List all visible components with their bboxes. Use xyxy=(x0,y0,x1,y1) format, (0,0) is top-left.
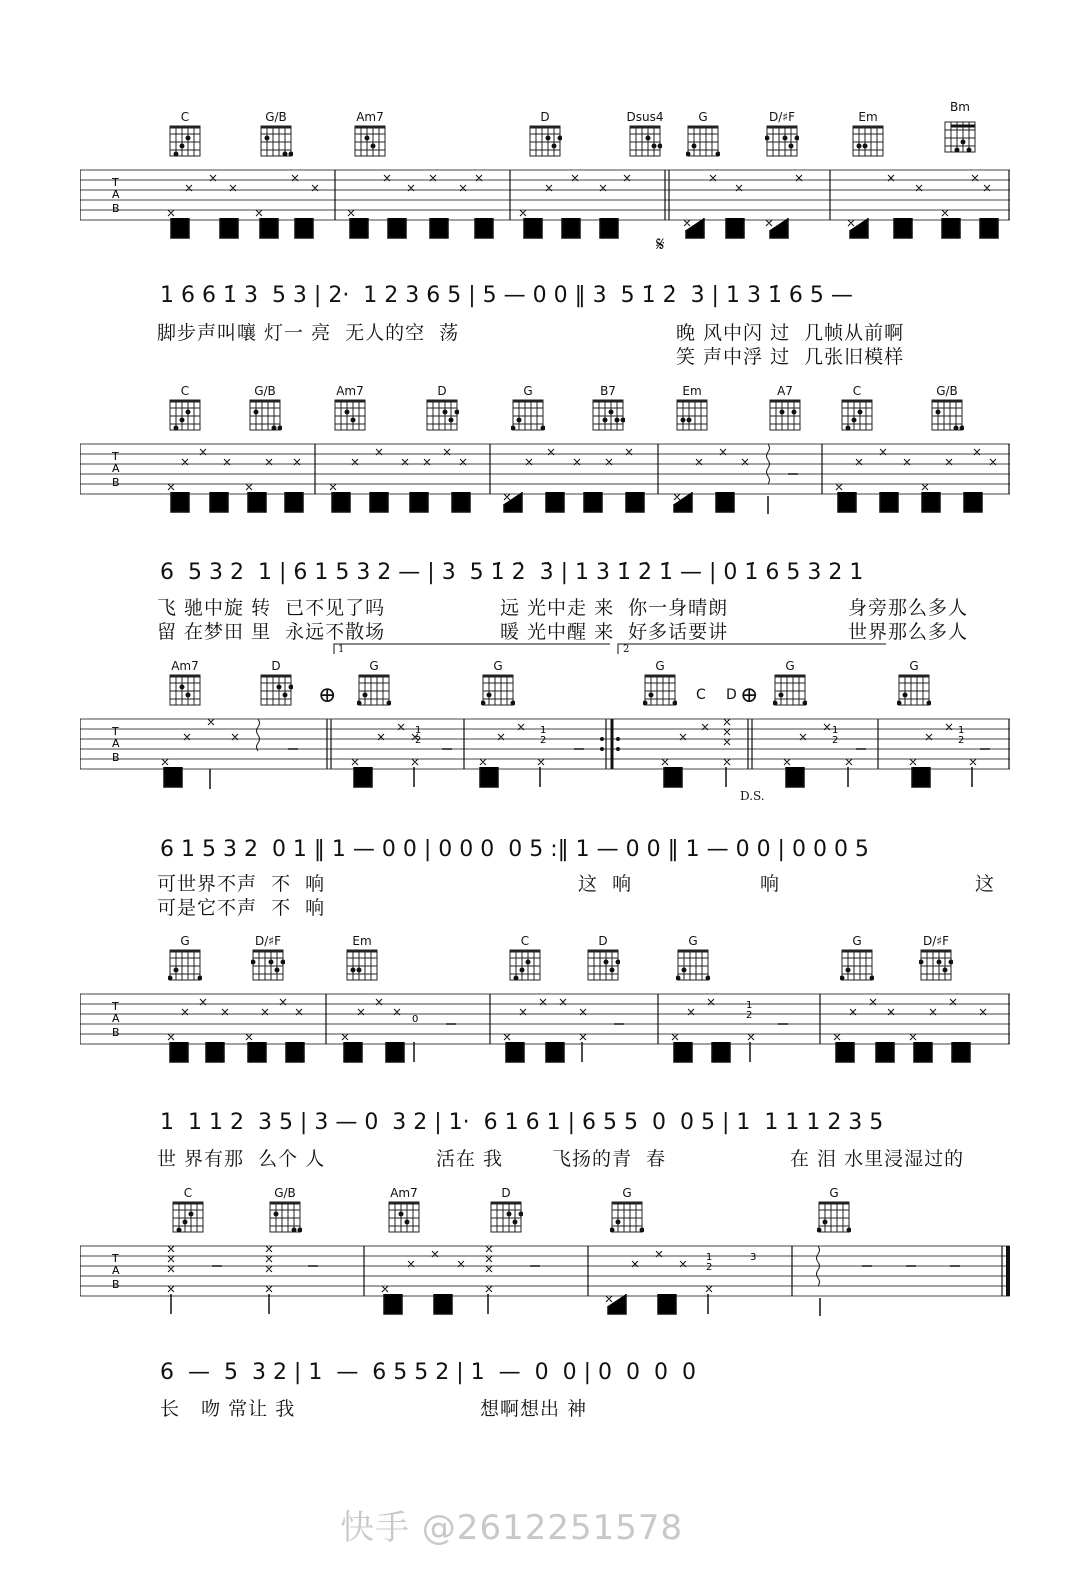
jianpu-line: 1 1 1 2 3 5 | 3 — 0 3 2 | 1· 6 1 6 1 | 6 5 5 0 0 5 | 1 1 1 1 2 3 5 xyxy=(160,1110,884,1135)
chord-diagram: G xyxy=(478,659,518,707)
lyric-line: 长 吻 常让 我 xyxy=(160,1398,296,1420)
fretboard-icon xyxy=(168,124,202,158)
lyric-line: 这 xyxy=(975,873,996,895)
svg-text:A: A xyxy=(112,188,120,201)
svg-text:T: T xyxy=(112,1252,119,1265)
lyric-line: 世界那么多人 xyxy=(848,621,969,643)
watermark-text: 快手 @2612251578 xyxy=(340,1508,684,1548)
chord-diagram: D xyxy=(486,1186,526,1234)
chord-label-d: D xyxy=(726,687,737,703)
fretboard-icon xyxy=(168,673,202,707)
chord-diagram: G xyxy=(165,934,205,982)
fretboard-icon xyxy=(675,398,709,432)
chord-diagram: Em xyxy=(672,384,712,432)
fretboard-icon xyxy=(919,948,953,982)
lyric-line: 远 光中走 来 你一身晴朗 xyxy=(500,597,729,619)
svg-text:A: A xyxy=(112,1012,120,1025)
fretboard-icon xyxy=(251,948,285,982)
fretboard-icon xyxy=(259,673,293,707)
fretboard-icon xyxy=(676,948,710,982)
chord-diagram: Am7 xyxy=(350,110,390,158)
chord-diagram: C xyxy=(168,1186,208,1234)
fretboard-icon xyxy=(768,398,802,432)
fretboard-icon xyxy=(930,398,964,432)
fretboard-icon xyxy=(591,398,625,432)
chord-diagram: Am7 xyxy=(165,659,205,707)
jianpu-line: 1 6 6 1̇ 3 5 3 | 2· 1 2 3 6 5 | 5 — 0 0 ‖ 3 5 1̇ 2̇ 3̇ | 1 3 1̇ 6 5 — xyxy=(160,283,853,308)
lyric-line: 身旁那么多人 xyxy=(848,597,969,619)
fretboard-icon xyxy=(686,124,720,158)
chord-diagram: A7 xyxy=(765,384,805,432)
lyric-line: 世 界有那 么个 人 xyxy=(157,1148,326,1170)
chord-diagram: Dsus4 xyxy=(625,110,665,158)
coda-mark: ⊕ xyxy=(740,683,759,708)
fretboard-icon xyxy=(481,673,515,707)
svg-text:A: A xyxy=(112,462,120,475)
fretboard-icon xyxy=(333,398,367,432)
fretboard-icon xyxy=(425,398,459,432)
svg-text:1: 1 xyxy=(958,725,965,736)
lyric-line: 留 在梦田 里 永远不散场 xyxy=(157,621,386,643)
fretboard-icon xyxy=(357,673,391,707)
chord-diagram: G/B xyxy=(927,384,967,432)
chord-diagram: G xyxy=(508,384,548,432)
svg-text:A: A xyxy=(112,1264,120,1277)
chord-diagram: D xyxy=(256,659,296,707)
chord-diagram: G xyxy=(354,659,394,707)
chord-diagram: G xyxy=(894,659,934,707)
volta-1-label: 1 xyxy=(338,644,345,655)
fretboard-icon xyxy=(643,673,677,707)
chord-diagram: C xyxy=(505,934,545,982)
chord-diagram: Am7 xyxy=(384,1186,424,1234)
jianpu-line: 6 5 3 2 1 | 6 1 5 3 2 — | 3 5 1̇ 2̇ 3̇ | 1 3 1̇ 2̇ 1̇ — | 0 1̇ 6 5 3 2 1 xyxy=(160,560,864,585)
lyric-line: 暖 光中醒 来 好多话要讲 xyxy=(500,621,729,643)
chord-diagram: G xyxy=(640,659,680,707)
lyric-line: 在 泪 水里浸湿过的 xyxy=(790,1148,965,1170)
fretboard-icon xyxy=(628,124,662,158)
chord-diagram: G xyxy=(607,1186,647,1234)
lyric-line: 飞扬的青 春 xyxy=(552,1148,667,1170)
chord-diagram: B7 xyxy=(588,384,628,432)
fretboard-icon xyxy=(511,398,545,432)
chord-diagram: G xyxy=(770,659,810,707)
volta-brackets xyxy=(330,640,890,660)
fretboard-icon xyxy=(168,398,202,432)
svg-text:T: T xyxy=(112,450,119,463)
volta-2-label: 2 xyxy=(623,644,630,655)
svg-text:1: 1 xyxy=(706,1252,713,1263)
fretboard-icon xyxy=(508,948,542,982)
fretboard-icon xyxy=(897,673,931,707)
fretboard-icon xyxy=(851,124,885,158)
lyric-line: 飞 驰中旋 转 已不见了吗 xyxy=(157,597,386,619)
chord-diagram: D xyxy=(525,110,565,158)
fretboard-icon xyxy=(765,124,799,158)
ds-mark: D.S. xyxy=(740,789,765,803)
svg-text:1: 1 xyxy=(746,1000,753,1011)
tab-staff xyxy=(80,158,1010,248)
svg-text:B: B xyxy=(112,1026,120,1039)
chord-diagram: D/♯F xyxy=(248,934,288,982)
lyric-line: 笑 声中浮 过 几张旧模样 xyxy=(676,346,905,368)
chord-diagram: D xyxy=(583,934,623,982)
fretboard-icon xyxy=(268,1200,302,1234)
tab-staff xyxy=(80,1234,1010,1324)
fretboard-icon xyxy=(259,124,293,158)
chord-diagram: G xyxy=(673,934,713,982)
chord-diagram: G xyxy=(814,1186,854,1234)
coda-mark: ⊕ xyxy=(318,683,337,708)
fretboard-icon xyxy=(943,114,977,154)
lyric-line: 想啊想出 神 xyxy=(480,1398,588,1420)
lyric-line: 活在 我 xyxy=(436,1148,504,1170)
tab-staff xyxy=(80,707,1010,807)
lyric-line: 脚步声叫嚷 灯一 亮 无人的空 荡 xyxy=(157,322,460,344)
chord-diagram: C xyxy=(165,384,205,432)
chord-diagram: D/♯F xyxy=(762,110,802,158)
chord-diagram: D xyxy=(422,384,462,432)
chord-diagram: G/B xyxy=(256,110,296,158)
svg-text:2: 2 xyxy=(958,735,965,746)
svg-text:B: B xyxy=(112,202,120,215)
chord-diagram: Em xyxy=(848,110,888,158)
fretboard-icon xyxy=(171,1200,205,1234)
tab-staff xyxy=(80,432,1010,522)
fretboard-icon xyxy=(773,673,807,707)
svg-text:0: 0 xyxy=(412,1014,419,1025)
svg-text:1: 1 xyxy=(540,725,547,736)
chord-diagram: C xyxy=(837,384,877,432)
fretboard-icon xyxy=(248,398,282,432)
fretboard-icon xyxy=(610,1200,644,1234)
fretboard-icon xyxy=(387,1200,421,1234)
chord-diagram: G/B xyxy=(245,384,285,432)
lyric-line: 晚 风中闪 过 几帧从前啊 xyxy=(676,322,905,344)
lyric-line: 可世界不声 不 响 xyxy=(157,873,326,895)
fretboard-icon xyxy=(840,398,874,432)
tab-staff xyxy=(80,982,1010,1072)
lyric-line: 可是它不声 不 响 xyxy=(157,897,326,919)
chord-diagram: Em xyxy=(342,934,382,982)
svg-text:1: 1 xyxy=(415,725,422,736)
jianpu-line: 6 1 5 3 2 0 1 ‖ 1 — 0 0 | 0 0 0 0 5 :‖ 1 — 0 0 ‖ 1 — 0 0 | 0 0 0 5 xyxy=(160,837,869,862)
jianpu-line: 6 — 5 3 2 | 1 — 6 5 5 2 | 1 — 0 0 | 0 0 0 0 xyxy=(160,1360,696,1385)
chord-diagram: G xyxy=(837,934,877,982)
fretboard-icon xyxy=(528,124,562,158)
fretboard-icon xyxy=(586,948,620,982)
svg-text:T: T xyxy=(112,725,119,738)
fretboard-icon xyxy=(817,1200,851,1234)
svg-text:2: 2 xyxy=(746,1010,753,1021)
svg-text:1: 1 xyxy=(832,725,839,736)
svg-text:T: T xyxy=(112,176,119,189)
fretboard-icon xyxy=(353,124,387,158)
lyric-line: 这 响 xyxy=(578,873,633,895)
lyric-line: 响 xyxy=(760,873,781,895)
chord-diagram: Bm xyxy=(940,100,980,154)
chord-diagram: G xyxy=(683,110,723,158)
svg-text:2: 2 xyxy=(415,735,422,746)
svg-text:T: T xyxy=(112,1000,119,1013)
chord-diagram: Am7 xyxy=(330,384,370,432)
svg-text:B: B xyxy=(112,476,120,489)
chord-diagram: D/♯F xyxy=(916,934,956,982)
fretboard-icon xyxy=(168,948,202,982)
svg-text:2: 2 xyxy=(832,735,839,746)
fretboard-icon xyxy=(489,1200,523,1234)
svg-text:3: 3 xyxy=(750,1252,757,1263)
chord-diagram: C xyxy=(165,110,205,158)
svg-text:A: A xyxy=(112,737,120,750)
fretboard-icon xyxy=(840,948,874,982)
svg-text:2: 2 xyxy=(540,735,547,746)
chord-diagram: G/B xyxy=(265,1186,305,1234)
segno-mark: 𝄋 xyxy=(656,232,665,256)
svg-text:2: 2 xyxy=(706,1262,713,1273)
svg-text:B: B xyxy=(112,1278,120,1291)
svg-text:B: B xyxy=(112,751,120,764)
chord-label-c: C xyxy=(696,687,706,703)
fretboard-icon xyxy=(345,948,379,982)
